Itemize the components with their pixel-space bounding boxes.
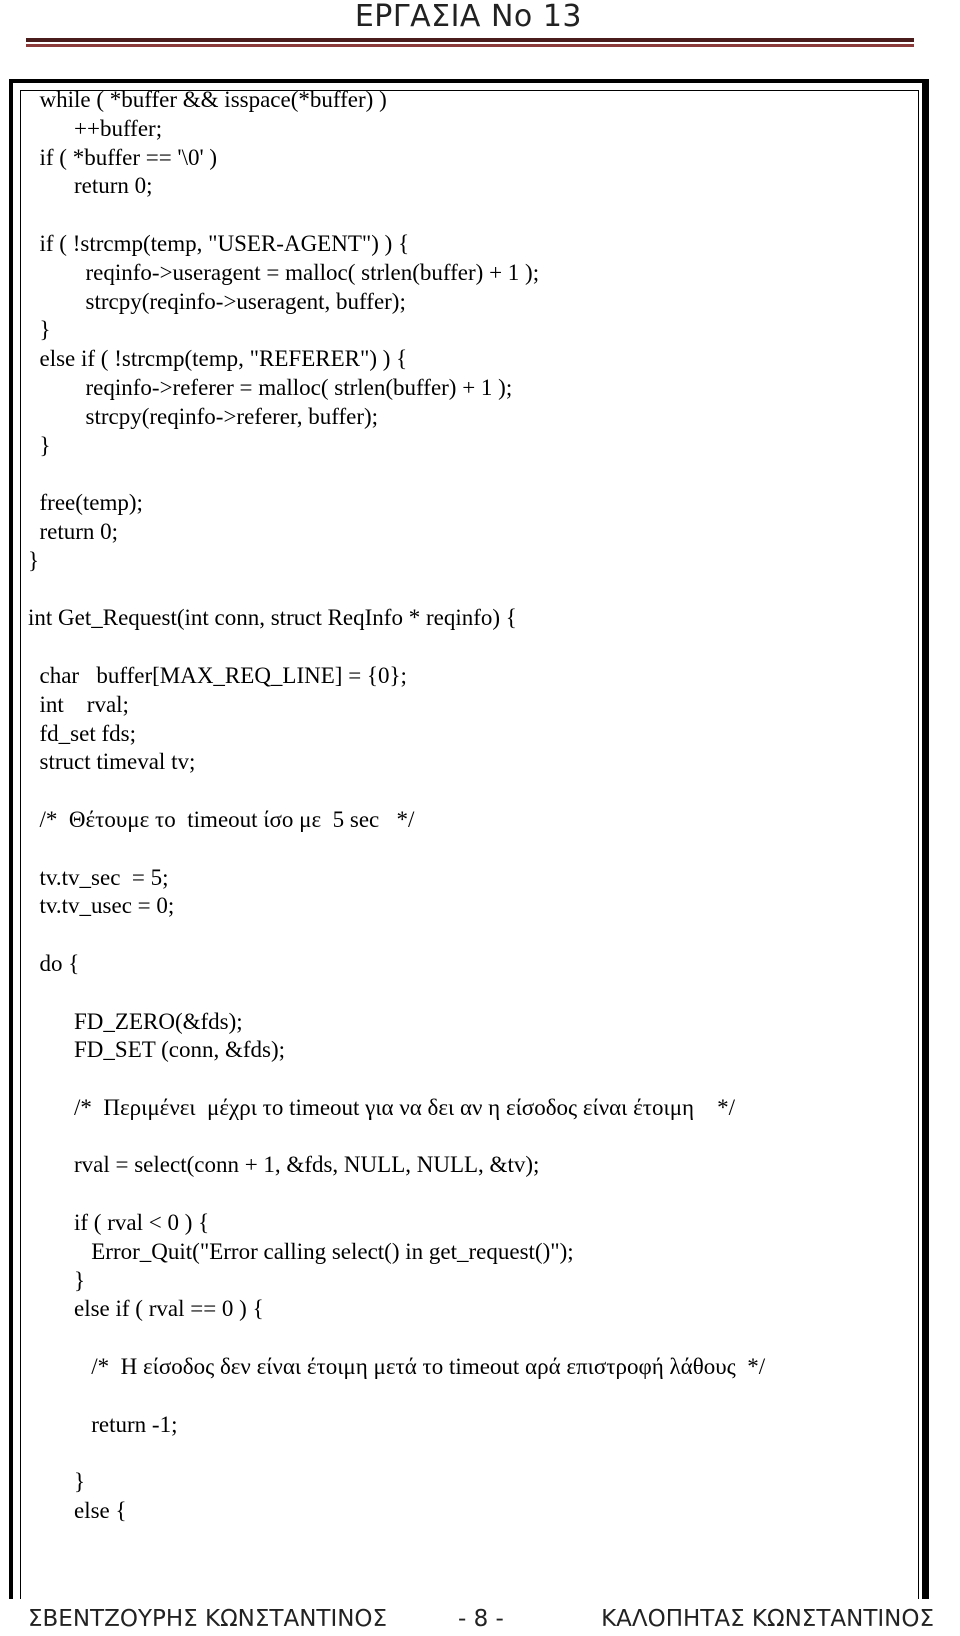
code-line: else {	[28, 1498, 127, 1524]
header-rule-dark	[26, 38, 914, 42]
code-line: }	[28, 547, 40, 573]
footer-page-number: - 8 -	[458, 1606, 504, 1632]
code-line: FD_SET (conn, &fds);	[28, 1037, 286, 1063]
header-rule-light	[26, 44, 914, 47]
code-line	[28, 835, 765, 864]
code-line: /* Η είσοδος δεν είναι έτοιμη μετά το timeout αρά επιστροφή λάθους */	[28, 1354, 766, 1380]
footer-author-left: ΣΒΕΝΤΖΟΥΡΗΣ ΚΩΝΣΤΑΝΤΙΝΟΣ	[28, 1606, 388, 1632]
code-line: }	[28, 1469, 86, 1495]
code-line: /* Περιμένει μέχρι το timeout για να δει αν η είσοδος είναι έτοιμη */	[28, 1094, 735, 1120]
code-line	[28, 1065, 765, 1094]
code-line	[28, 633, 765, 662]
code-line	[28, 1439, 765, 1468]
code-line	[28, 1324, 765, 1353]
code-line: return 0;	[28, 518, 119, 544]
code-line: reqinfo->referer = malloc( strlen(buffer) + 1 );	[28, 374, 513, 400]
code-line: strcpy(reqinfo->referer, buffer);	[28, 403, 379, 429]
code-line: FD_ZERO(&fds);	[28, 1008, 243, 1034]
code-line: /* Θέτουμε το timeout ίσο με 5 sec */	[28, 806, 415, 832]
footer-author-right: ΚΑΛΟΠΗΤΑΣ ΚΩΝΣΤΑΝΤΙΝΟΣ	[601, 1606, 934, 1632]
code-line: ++buffer;	[28, 115, 163, 141]
page-header-title: ΕΡΓΑΣΙΑ Νο 13	[354, 0, 582, 34]
code-line: int Get_Request(int conn, struct ReqInfo * reqinfo) {	[28, 605, 517, 631]
code-line	[28, 201, 765, 230]
page-footer	[28, 1602, 934, 1636]
code-line: Error_Quit("Error calling select() in get_request()");	[28, 1238, 574, 1264]
code-line	[28, 921, 765, 950]
code-line: strcpy(reqinfo->useragent, buffer);	[28, 288, 406, 314]
code-line: char buffer[MAX_REQ_LINE] = {0};	[28, 662, 407, 688]
code-line: reqinfo->useragent = malloc( strlen(buffer) + 1 );	[28, 259, 540, 285]
code-line	[28, 576, 765, 605]
code-line	[28, 1180, 765, 1209]
code-line: rval = select(conn + 1, &fds, NULL, NULL, &tv);	[28, 1152, 540, 1178]
code-line: else if ( !strcmp(temp, "REFERER") ) {	[28, 346, 408, 372]
code-line	[28, 1382, 765, 1411]
code-listing	[28, 86, 765, 1526]
code-line: if ( !strcmp(temp, "USER-AGENT") ) {	[28, 230, 410, 256]
code-line: else if ( rval == 0 ) {	[28, 1296, 264, 1322]
code-line: }	[28, 1267, 86, 1293]
code-line: free(temp);	[28, 490, 143, 516]
code-line: return -1;	[28, 1411, 178, 1437]
code-line: do {	[28, 950, 80, 976]
code-line: while ( *buffer && isspace(*buffer) )	[28, 87, 387, 112]
code-line: if ( *buffer == '\0' )	[28, 144, 218, 170]
code-line	[28, 979, 765, 1008]
code-line	[28, 777, 765, 806]
code-line: }	[28, 317, 51, 343]
code-line: tv.tv_usec = 0;	[28, 893, 175, 919]
code-line: return 0;	[28, 173, 153, 199]
code-line: }	[28, 432, 51, 458]
code-line: struct timeval tv;	[28, 749, 196, 775]
code-line	[28, 1123, 765, 1152]
code-line: int rval;	[28, 691, 129, 717]
code-line: tv.tv_sec = 5;	[28, 864, 169, 890]
code-line: fd_set fds;	[28, 720, 136, 746]
code-line	[28, 460, 765, 489]
code-line: if ( rval < 0 ) {	[28, 1210, 210, 1236]
